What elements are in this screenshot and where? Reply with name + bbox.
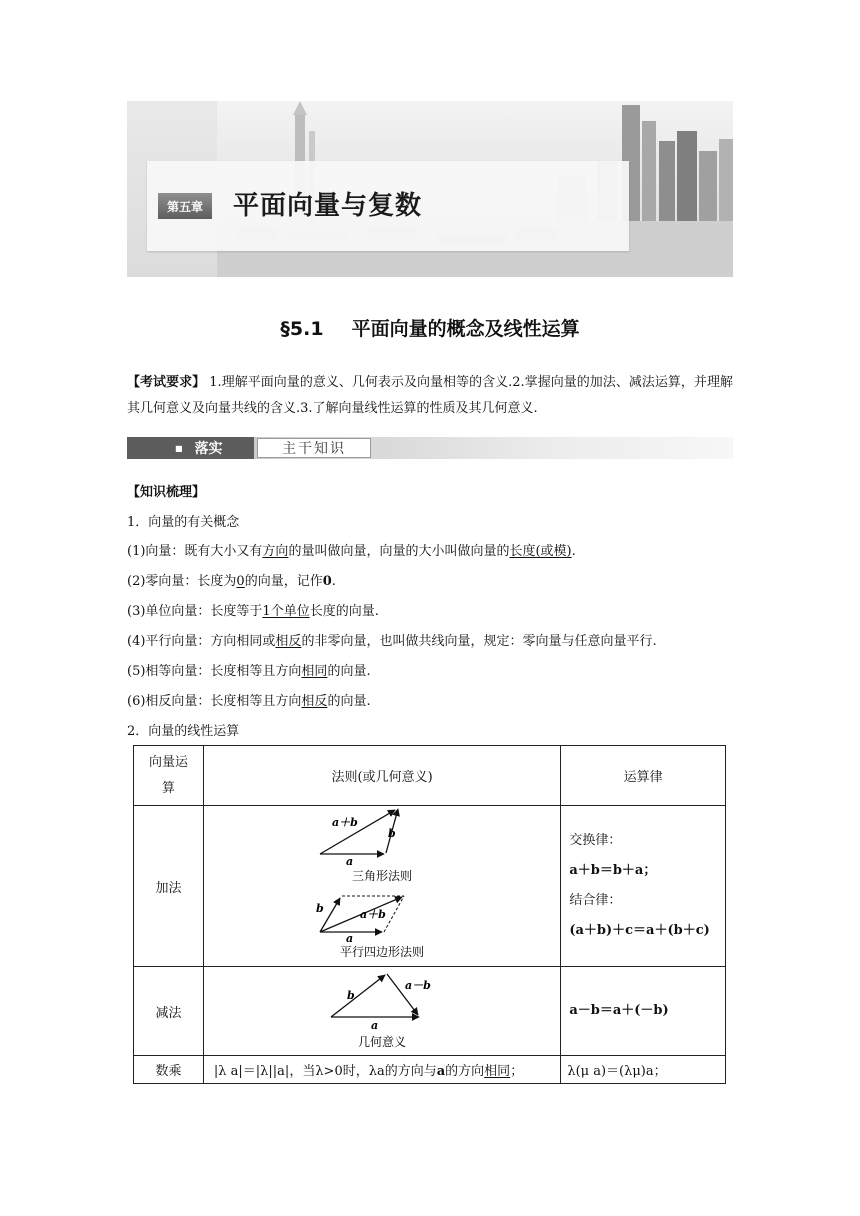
- section-bar-dark: [127, 437, 254, 459]
- item1-title: 1．向量的有关概念: [127, 515, 240, 530]
- label-b-2: b: [316, 902, 324, 915]
- header-operation-text: 向量运算: [148, 754, 188, 796]
- triangle-rule-caption: 三角形法则: [352, 869, 413, 883]
- addition-laws: [561, 806, 726, 967]
- scalar-rule-text-c: 的方向: [445, 1064, 485, 1079]
- chapter-tag: 第五章: [158, 193, 212, 219]
- subtraction-name: 减法: [134, 967, 204, 1056]
- def-zero-text-a: (2)零向量：长度为: [127, 574, 237, 589]
- linear-operations-table: [133, 745, 726, 1084]
- table-row-addition: [134, 806, 726, 967]
- parallelogram-rule-caption: 平行四边形法则: [340, 945, 425, 959]
- def-opposite-text-b: 的向量.: [327, 694, 371, 709]
- def-zero-text-b: 的向量，记作: [244, 574, 323, 589]
- triangle-rule-diagram: [320, 809, 398, 868]
- knowledge-heading-text: 【知识梳理】: [127, 485, 206, 500]
- section-bar-dark-label: 落实: [194, 441, 223, 457]
- def-zero-blank: 0: [236, 574, 245, 589]
- def-vector-blank-1: 方向: [262, 544, 289, 559]
- def-opposite-blank: 相反: [301, 694, 328, 709]
- subtraction-triangle: [331, 974, 431, 1032]
- def-parallel-text-a: (4)平行向量：方向相同或: [127, 634, 276, 649]
- def-zero-vector: [127, 570, 336, 589]
- scalar-name: 数乘: [134, 1056, 204, 1084]
- label-a-minus-b: a－b: [405, 979, 431, 992]
- subtraction-diagram-svg: [317, 967, 447, 1051]
- exam-requirements: [127, 370, 733, 422]
- section-bar: [127, 437, 733, 459]
- scalar-rule-blank: 相同: [484, 1064, 511, 1079]
- def-zero-text-c: .: [331, 574, 336, 589]
- section-name: 平面向量的概念及线性运算: [351, 318, 580, 340]
- parallelogram-rule-diagram: [316, 896, 404, 945]
- def-equal-text-b: 的向量.: [327, 664, 371, 679]
- requirements-text: 1.理解平面向量的意义、几何表示及向量相等的含义.2.掌握向量的加法、减法运算，并理解其几何意义及向量共线的含义.3.了解向量线性运算的性质及其几何意义.: [127, 375, 733, 416]
- section-title: [0, 314, 860, 341]
- def-opposite-vector: [127, 690, 371, 709]
- scalar-rule-text-d: ；: [510, 1064, 524, 1079]
- subtraction-diagram: [203, 967, 560, 1056]
- associative-law: (a＋b)＋c＝a＋(b＋c): [569, 923, 710, 938]
- requirements-label: 【考试要求】: [127, 375, 206, 390]
- label-a: a: [346, 855, 354, 868]
- def-equal-vector: [127, 660, 371, 679]
- def-parallel-text-b: 的非零向量，也叫做共线向量，规定：零向量与任意向量平行.: [301, 634, 657, 649]
- header-law: 运算律: [561, 746, 726, 806]
- label-b: b: [388, 827, 396, 840]
- chapter-banner: [127, 101, 733, 277]
- def-parallel-vector: [127, 630, 657, 649]
- item2-title: 2．向量的线性运算: [127, 724, 240, 739]
- knowledge-heading: [127, 481, 205, 500]
- scalar-rule: [203, 1056, 560, 1084]
- def-opposite-text-a: (6)相反向量：长度相等且方向: [127, 694, 302, 709]
- def-unit-text-b: 长度的向量.: [309, 604, 379, 619]
- def-equal-text-a: (5)相等向量：长度相等且方向: [127, 664, 302, 679]
- subtraction-law-text: a－b＝a＋(－b): [569, 1003, 669, 1018]
- subtraction-law: [561, 967, 726, 1056]
- table-header-row: [134, 746, 726, 806]
- commutative-law-label: 交换律：: [569, 833, 622, 848]
- def-equal-blank: 相同: [301, 664, 328, 679]
- square-bullet-icon: ■: [175, 443, 183, 453]
- def-unit-blank: 1个单位: [262, 604, 310, 619]
- addition-name: 加法: [134, 806, 204, 967]
- scalar-rule-vector-a: a: [436, 1064, 446, 1079]
- def-vector-text-a: (1)向量：既有大小又有: [127, 544, 263, 559]
- def-unit-text-a: (3)单位向量：长度等于: [127, 604, 263, 619]
- section-number: §5.1: [280, 318, 324, 340]
- label-a-2: a: [346, 932, 354, 945]
- table-row-scalar: [134, 1056, 726, 1084]
- addition-diagram-svg: [302, 806, 462, 962]
- label-a-sub: a: [371, 1019, 379, 1032]
- addition-diagrams: [203, 806, 560, 967]
- label-a-plus-b-2: a＋b: [360, 908, 386, 921]
- scalar-rule-text-a: |λ a|＝|λ||a|，当λ>0时，λa的方向与: [213, 1064, 437, 1079]
- label-b-sub: b: [347, 989, 355, 1002]
- def-vector-blank-2: 长度(或模): [509, 544, 572, 559]
- associative-law-label: 结合律：: [569, 893, 622, 908]
- def-vector-text-c: .: [571, 544, 576, 559]
- table-row-subtraction: [134, 967, 726, 1056]
- def-parallel-blank: 相反: [275, 634, 302, 649]
- def-vector: [127, 540, 576, 559]
- header-rule: 法则(或几何意义): [203, 746, 560, 806]
- header-operation: [134, 746, 204, 806]
- subtraction-caption: 几何意义: [358, 1035, 407, 1049]
- label-a-plus-b: a＋b: [332, 816, 358, 829]
- def-unit-vector: [127, 600, 379, 619]
- zero-vector-symbol: 0: [322, 574, 332, 589]
- section-bar-light-label: 主干知识: [257, 438, 371, 458]
- scalar-law: λ(μ a)＝(λμ)a；: [561, 1056, 726, 1084]
- def-vector-text-b: 的量叫做向量，向量的大小叫做向量的: [288, 544, 510, 559]
- commutative-law: a＋b＝b＋a；: [569, 863, 657, 878]
- chapter-title: 平面向量与复数: [233, 191, 423, 221]
